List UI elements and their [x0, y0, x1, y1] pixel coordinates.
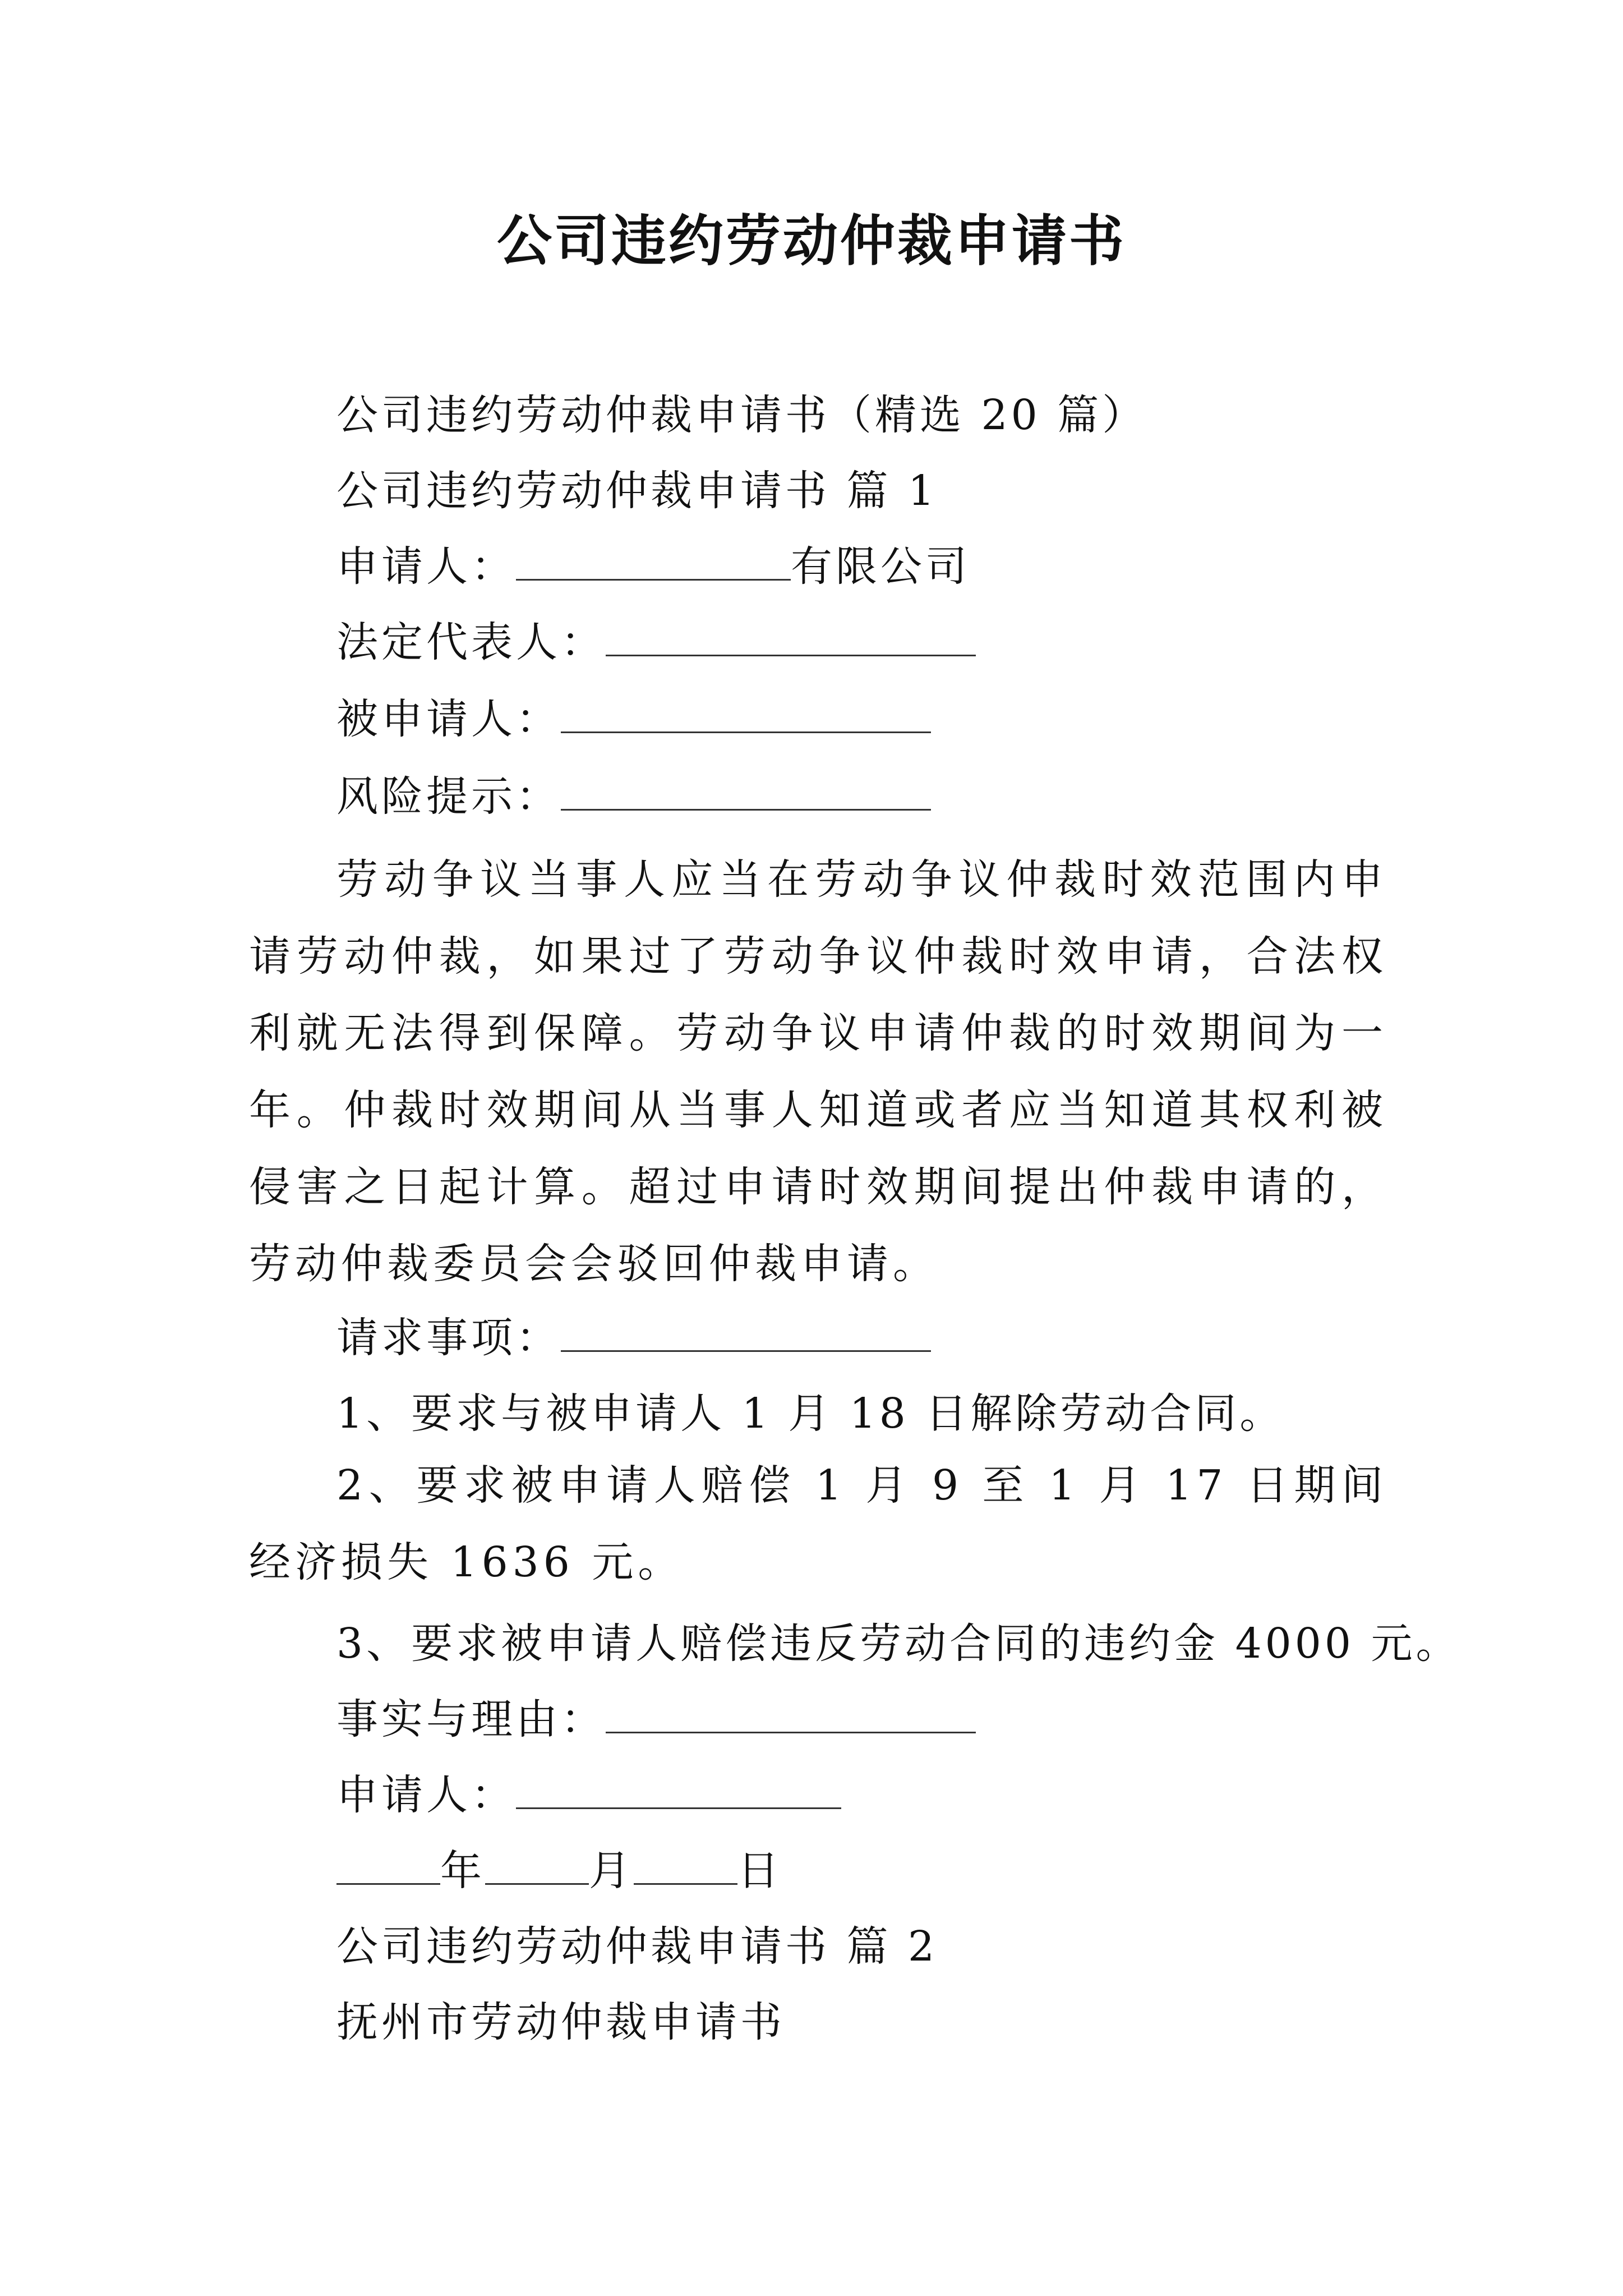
- legal-rep-line: [336, 614, 976, 670]
- date-year-label: 年: [440, 1847, 485, 1895]
- risk-label: 风险提示：: [336, 772, 561, 821]
- date-month-label: 月: [589, 1847, 634, 1895]
- respondent-label: 被申请人：: [336, 695, 561, 743]
- date-year-blank: [336, 1848, 440, 1885]
- date-day-blank: [634, 1848, 737, 1885]
- date-day-label: 日: [737, 1847, 782, 1895]
- signature-line: [336, 1767, 841, 1823]
- applicant-line: [336, 539, 970, 595]
- claim-1: 1、要求与被申请人 1 月 18 日解除劳动合同。: [336, 1389, 1285, 1438]
- date-month-blank: [485, 1848, 589, 1885]
- claim-3: 3、要求被申请人赔偿违反劳动合同的违约金 4000 元。: [336, 1619, 1461, 1668]
- applicant-label: 申请人：: [336, 542, 516, 591]
- document-subtitle: 公司违约劳动仲裁申请书（精选 20 篇）: [336, 391, 1147, 439]
- risk-line: [336, 769, 931, 825]
- risk-paragraph: 劳动争议当事人应当在劳动争议仲裁时效范围内申请劳动仲裁，如果过了劳动争议仲裁时效申请，合法权利就无法得到保障。劳动争议申请仲裁的时效期间为一年。仲裁时效期间从当事人知道或者应当知道其权利被侵害之日起计算。超过申请时效期间提出仲裁申请的，劳动仲裁委员会会驳回仲裁申请。: [249, 855, 1387, 1288]
- respondent-line: [336, 691, 931, 747]
- applicant-blank: [516, 544, 791, 581]
- claim-2: 2、要求被申请人赔偿 1 月 9 至 1 月 17 日期间经济损失 1636 元。: [249, 1461, 1387, 1586]
- legal-rep-blank: [606, 620, 976, 656]
- facts-label: 事实与理由：: [336, 1695, 606, 1743]
- claims-label: 请求事项：: [336, 1314, 561, 1362]
- legal-rep-label: 法定代表人：: [336, 618, 606, 666]
- facts-blank: [606, 1697, 976, 1733]
- respondent-blank: [561, 697, 931, 733]
- section-2-heading: 公司违约劳动仲裁申请书 篇 2: [336, 1922, 938, 1971]
- claims-blank: [561, 1315, 931, 1352]
- signature-blank: [516, 1773, 841, 1809]
- date-line: [336, 1843, 782, 1899]
- signature-label: 申请人：: [336, 1771, 516, 1819]
- facts-line: [336, 1691, 976, 1747]
- risk-blank: [561, 774, 931, 811]
- claims-line: [336, 1310, 931, 1366]
- section-2-title: 抚州市劳动仲裁申请书: [336, 1998, 785, 2046]
- applicant-suffix: 有限公司: [791, 542, 970, 591]
- section-1-heading: 公司违约劳动仲裁申请书 篇 1: [336, 467, 938, 515]
- document-title: 公司违约劳动仲裁申请书: [496, 209, 1126, 273]
